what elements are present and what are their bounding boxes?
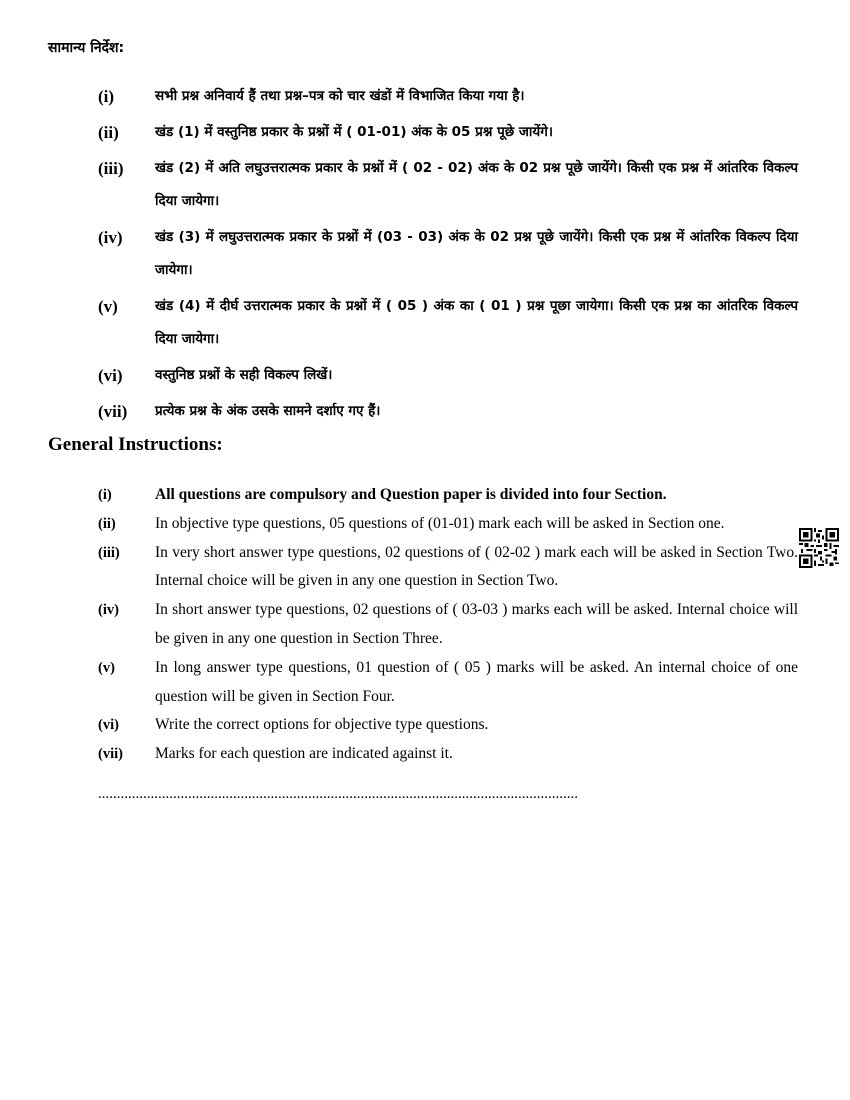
hindi-instruction-item [98, 86, 798, 113]
instruction-number: (vii) [98, 402, 128, 421]
instruction-number: (vii) [98, 746, 123, 763]
instruction-text: In very short answer type questions, 02 questions of ( 02-02 ) mark each will be asked in Section Two. Internal choice will be given in any one question in Section Two. [155, 543, 798, 590]
instruction-text: In objective type questions, 05 questions of (01-01) mark each will be asked in Section one. [155, 514, 725, 532]
instruction-number: (i) [98, 87, 115, 106]
instruction-number: (v) [98, 659, 115, 676]
english-instruction-item [98, 711, 798, 740]
qr-code-icon [799, 528, 839, 568]
instruction-text: वस्तुनिष्ठ प्रश्नों के सही विकल्प लिखें। [155, 367, 333, 383]
hindi-instruction-item [98, 401, 798, 428]
instruction-number: (iii) [98, 159, 124, 178]
instruction-number: (vi) [98, 717, 119, 734]
instruction-text: खंड (1) में वस्तुनिष्ठ प्रकार के प्रश्नों में ( 01-01) अंक के 05 प्रश्न पूछे जायेंगे। [155, 124, 553, 140]
instruction-number: (i) [98, 487, 112, 503]
instruction-text: खंड (2) में अति लघुउत्तरात्मक प्रकार के प्रश्नों में ( 02 - 02) अंक के 02 प्रश्न पूछे जायेंगे। किसी एक प्रश्न में आंतरिक विकल्प दिया जायेगा। [155, 160, 798, 209]
instruction-text: प्रत्येक प्रश्न के अंक उसके सामने दर्शाए गए हैं। [155, 403, 381, 419]
hindi-instructions-heading: सामान्य निर्देश: [48, 40, 125, 56]
hindi-instruction-item [98, 296, 798, 356]
hindi-instruction-item [98, 365, 798, 392]
english-instruction-item [98, 481, 798, 510]
hindi-instruction-item [98, 122, 798, 149]
english-instruction-item [98, 510, 798, 539]
hindi-instruction-item [98, 158, 798, 218]
general-instructions-heading: General Instructions: [48, 434, 223, 455]
instruction-text: In long answer type questions, 01 question of ( 05 ) marks will be asked. An internal choice of one question will be given in Section Four. [155, 658, 798, 705]
instruction-number: (iv) [98, 602, 119, 619]
hindi-instructions-list [98, 86, 798, 437]
instruction-text: All questions are compulsory and Question paper is divided into four Section. [155, 486, 667, 503]
instruction-number: (iv) [98, 228, 123, 247]
instruction-number: (v) [98, 297, 118, 316]
english-instructions-list [98, 481, 798, 769]
instruction-number: (vi) [98, 366, 123, 385]
english-instruction-item [98, 654, 798, 712]
instruction-number: (ii) [98, 515, 116, 532]
instruction-text: In short answer type questions, 02 questions of ( 03-03 ) marks each will be asked. Internal choice will be given in any one question in Section Three. [155, 601, 798, 647]
instruction-number: (ii) [98, 123, 119, 142]
hindi-instruction-item [98, 227, 798, 287]
instruction-text: खंड (4) में दीर्घ उत्तरात्मक प्रकार के प्रश्नों में ( 05 ) अंक का ( 01 ) प्रश्न पूछा जायेगा। किसी एक प्रश्न का आंतरिक विकल्प दिया जायेगा। [155, 298, 798, 347]
english-instruction-item [98, 539, 798, 597]
instruction-text: Marks for each question are indicated against it. [155, 745, 453, 763]
english-instruction-item [98, 596, 798, 654]
separator-line: ................................................................................................................................ [98, 786, 578, 802]
instruction-text: सभी प्रश्न अनिवार्य हैं तथा प्रश्न–पत्र को चार खंडों में विभाजित किया गया है। [155, 88, 525, 104]
english-instruction-item [98, 740, 798, 769]
instruction-text: Write the correct options for objective type questions. [155, 716, 489, 734]
instruction-number: (iii) [98, 544, 120, 561]
instruction-text: खंड (3) में लघुउत्तरात्मक प्रकार के प्रश्नों में (03 - 03) अंक के 02 प्रश्न पूछे जायेंगे। किसी एक प्रश्न में आंतरिक विकल्प दिया जायेगा। [155, 229, 798, 278]
